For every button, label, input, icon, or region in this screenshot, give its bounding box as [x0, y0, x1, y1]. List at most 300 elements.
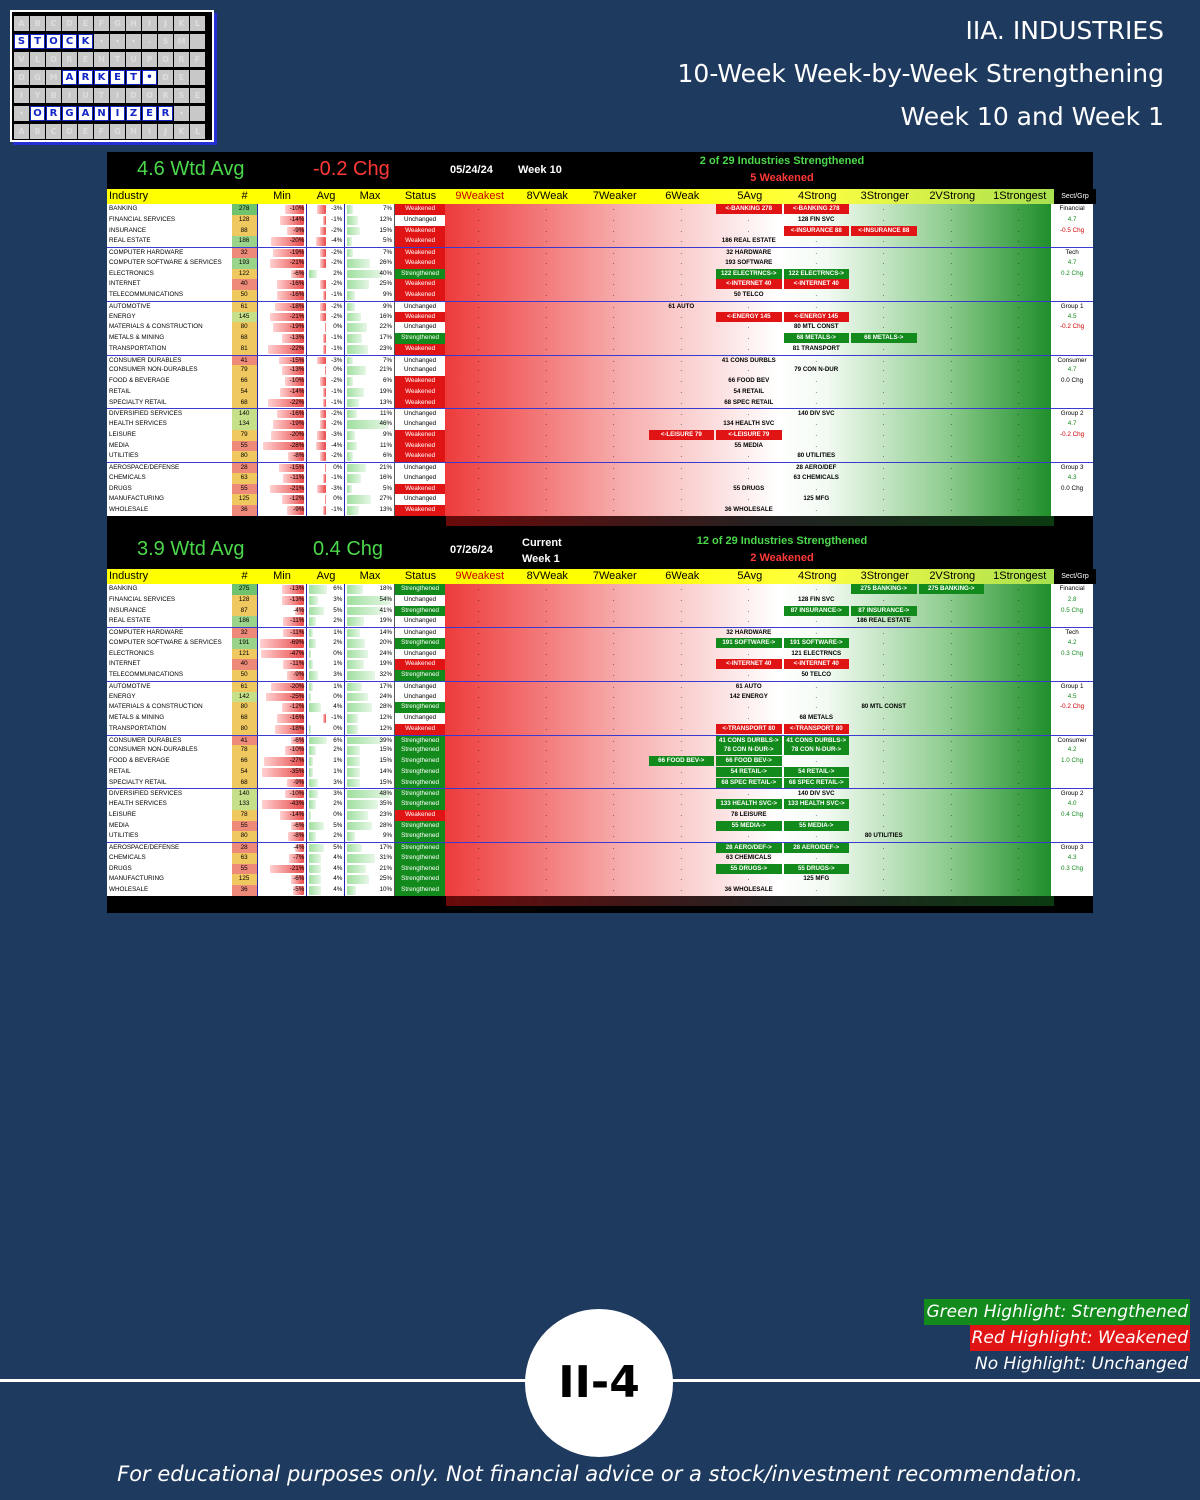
tier-dot: .	[680, 465, 683, 471]
avg-bar	[309, 757, 313, 766]
min-cell	[257, 333, 307, 344]
tier-dot: .	[950, 313, 953, 320]
max-value: 15%	[379, 746, 393, 754]
avg-value: 6%	[333, 585, 343, 592]
tier-dot: .	[477, 639, 480, 646]
sector-cell: 4.2	[1051, 745, 1093, 756]
industry-count: 68	[232, 778, 257, 789]
min-cell	[257, 606, 307, 617]
max-bar	[347, 452, 352, 461]
avg-bar	[325, 464, 326, 472]
status-cell: Strengthened	[394, 269, 445, 280]
tier-dot: .	[612, 865, 615, 872]
tier-dot: .	[882, 238, 885, 245]
tier-dot: .	[950, 618, 953, 625]
max-value: 24%	[379, 649, 393, 657]
tier-dot: .	[1017, 238, 1020, 245]
avg-bar	[317, 205, 326, 214]
min-value: -12%	[289, 495, 305, 503]
min-value: -11%	[290, 660, 305, 668]
tier-tag: 78 LEISURE	[731, 810, 767, 818]
table-row	[107, 398, 1093, 409]
tier-dot: .	[950, 639, 953, 646]
sector-cell: 4.5	[1051, 312, 1093, 323]
tier-dot: .	[680, 227, 683, 234]
tier-header: 6Weak	[665, 570, 700, 582]
tier-tag: 54 RETAIL->	[716, 767, 782, 777]
logo-letter: I	[14, 88, 29, 103]
tier-dot: .	[612, 250, 615, 256]
min-value: -8%	[293, 452, 305, 460]
tier-dot: .	[680, 216, 683, 223]
industry-count: 36	[232, 505, 257, 516]
max-value: 12%	[379, 714, 393, 721]
avg-bar	[309, 737, 327, 745]
avg-value: -3%	[331, 205, 343, 212]
table-row	[107, 649, 1093, 660]
table-row	[107, 853, 1093, 864]
tier-dot: .	[477, 453, 480, 460]
max-value: 26%	[379, 258, 393, 266]
tier-track	[445, 789, 1051, 799]
tier-dot: .	[680, 453, 683, 460]
status-cell: Weakened	[394, 441, 445, 452]
max-cell	[344, 670, 394, 681]
max-bar	[347, 237, 351, 246]
tier-dot: .	[1017, 421, 1020, 427]
tier-dot: .	[747, 367, 750, 374]
table-row	[107, 376, 1093, 387]
tier-dot: .	[612, 607, 615, 614]
industry-count: 128	[232, 215, 257, 226]
max-cell	[344, 702, 394, 713]
status-cell: Strengthened	[394, 745, 445, 756]
max-cell	[344, 616, 394, 627]
tier-tag: 81 TRANSPORT	[792, 344, 840, 352]
tier-dot: .	[882, 388, 885, 395]
tier-dot: .	[680, 238, 683, 245]
tier-dot: .	[477, 586, 480, 592]
tier-dot: .	[950, 630, 953, 636]
tier-dot: .	[1017, 474, 1020, 481]
industry-name: CONSUMER NON-DURABLES	[107, 365, 232, 376]
tier-dot: .	[545, 485, 548, 492]
min-value: -16%	[289, 714, 305, 721]
tier-dot: .	[545, 442, 548, 449]
tier-dot: .	[815, 586, 818, 592]
min-cell	[257, 248, 307, 258]
industry-count: 40	[232, 659, 257, 670]
tier-track	[445, 430, 1051, 441]
tier-dot: .	[545, 216, 548, 223]
max-value: 15%	[379, 226, 393, 234]
tier-dot: .	[882, 303, 885, 310]
title-line-1: IIA. INDUSTRIES	[965, 16, 1164, 45]
tier-dot: .	[477, 507, 480, 513]
tier-dot: .	[680, 845, 683, 851]
tier-dot: .	[477, 431, 480, 438]
max-bar	[347, 768, 359, 777]
max-value: 15%	[379, 778, 393, 786]
status-cell: Strengthened	[394, 756, 445, 767]
tier-dot: .	[747, 465, 750, 471]
min-value: -13%	[289, 585, 305, 592]
tier-dot: .	[612, 845, 615, 851]
table-row	[107, 408, 1093, 419]
tier-track	[445, 606, 1051, 617]
tier-dot: .	[545, 661, 548, 668]
min-value: -10%	[289, 377, 305, 384]
tier-dot: .	[545, 324, 548, 331]
min-value: -9%	[293, 506, 305, 513]
table-row	[107, 885, 1093, 896]
avg-cell	[306, 376, 344, 387]
min-cell	[257, 505, 307, 516]
status-cell: Unchanged	[394, 494, 445, 505]
avg-bar	[320, 280, 326, 289]
tier-dot: .	[612, 693, 615, 700]
tier-track	[445, 376, 1051, 387]
tier-track	[445, 885, 1051, 896]
min-value: -16%	[289, 291, 305, 298]
tier-dot: .	[545, 453, 548, 460]
tier-tag: 55 MEDIA->	[716, 821, 782, 831]
industry-name: MATERIALS & CONSTRUCTION	[107, 702, 232, 713]
tier-dot: .	[477, 725, 480, 732]
tier-dot: .	[882, 811, 885, 818]
tier-dot: .	[545, 227, 548, 234]
logo-letter: S	[158, 34, 173, 49]
tier-dot: .	[950, 270, 953, 277]
avg-cell	[306, 767, 344, 778]
tier-dot: .	[680, 411, 683, 418]
industry-name: TELECOMMUNICATIONS	[107, 290, 232, 301]
tier-dot: .	[747, 474, 750, 481]
tier-track	[445, 638, 1051, 649]
industry-count: 80	[232, 322, 257, 333]
min-value: -69%	[289, 638, 305, 646]
tier-dot: .	[882, 259, 885, 266]
tier-dot: .	[477, 650, 480, 657]
panel-header	[107, 152, 1093, 189]
tier-tag: <-ENERGY 145	[784, 312, 850, 322]
sector-cell	[1051, 821, 1093, 832]
tier-track	[445, 473, 1051, 484]
logo-letter: G	[110, 16, 125, 31]
tier-dot: .	[882, 768, 885, 775]
max-cell	[344, 473, 394, 484]
tier-dot: .	[1017, 378, 1020, 384]
max-cell	[344, 248, 394, 258]
min-cell	[257, 789, 307, 799]
tier-dot: .	[477, 485, 480, 492]
max-value: 25%	[379, 280, 393, 288]
min-value: -9%	[293, 778, 305, 786]
tier-dot: .	[680, 367, 683, 374]
logo-letter: A	[14, 124, 29, 139]
tier-dot: .	[612, 281, 615, 288]
max-cell	[344, 451, 394, 462]
tier-dot: .	[950, 496, 953, 503]
sector-cell: 4.7	[1051, 258, 1093, 269]
logo-letter: J	[158, 124, 173, 139]
tier-dot: .	[747, 345, 750, 352]
tier-tag: 191 SOFTWARE->	[716, 638, 782, 648]
tier-dot: .	[680, 747, 683, 754]
tier-dot: .	[477, 442, 480, 449]
industry-name: DIVERSIFIED SERVICES	[107, 789, 232, 799]
logo-letter: E	[142, 106, 157, 121]
avg-cell	[306, 745, 344, 756]
tier-tag: 55 MEDIA	[734, 441, 764, 449]
avg-bar	[309, 671, 318, 680]
industry-count: 61	[232, 682, 257, 692]
max-bar	[347, 875, 369, 884]
status-cell: Weakened	[394, 290, 445, 301]
avg-cell	[306, 463, 344, 473]
industry-name: CONSUMER DURABLES	[107, 356, 232, 366]
tier-dot: .	[612, 485, 615, 492]
avg-cell	[306, 649, 344, 660]
avg-bar	[309, 875, 321, 884]
industry-count: 145	[232, 312, 257, 323]
tier-dot: .	[950, 442, 953, 449]
tier-dot: .	[882, 324, 885, 331]
max-cell	[344, 322, 394, 333]
status-cell: Weakened	[394, 204, 445, 215]
max-bar	[347, 334, 362, 343]
tier-dot: .	[950, 259, 953, 266]
max-bar	[347, 474, 361, 483]
sector-cell: 0.2 Chg	[1051, 269, 1093, 280]
tier-dot: .	[1017, 485, 1020, 492]
logo-letter: •	[174, 106, 189, 121]
logo-letter: E	[78, 52, 93, 67]
tier-dot: .	[545, 313, 548, 320]
max-bar	[347, 323, 366, 332]
tier-dot: .	[1017, 586, 1020, 592]
table-row	[107, 842, 1093, 853]
tier-dot: .	[477, 313, 480, 320]
max-bar	[347, 811, 367, 820]
tier-tag: 80 UTILITIES	[797, 452, 836, 460]
logo-row	[14, 106, 210, 123]
logo-letter: G	[110, 124, 125, 139]
avg-bar	[309, 639, 316, 648]
tier-dot: .	[1017, 618, 1020, 625]
tier-tag: <-INSURANCE 88	[851, 226, 917, 236]
status-cell: Weakened	[394, 484, 445, 495]
tier-dot: .	[545, 399, 548, 406]
avg-cell	[306, 441, 344, 452]
tier-track	[445, 745, 1051, 756]
tier-dot: .	[680, 607, 683, 614]
min-value: -9%	[293, 671, 305, 678]
avg-bar	[317, 485, 326, 494]
tier-dot: .	[882, 485, 885, 492]
tier-dot: .	[612, 399, 615, 406]
avg-value: -2%	[331, 452, 343, 460]
max-cell	[344, 692, 394, 703]
table-row	[107, 204, 1093, 215]
tier-dot: .	[747, 650, 750, 657]
tier-tag: 275 BANKING->	[851, 584, 917, 594]
strengthened-count: 12 of 29 Industries Strengthened	[696, 535, 868, 547]
tier-dot: .	[477, 672, 480, 678]
tier-dot: .	[612, 683, 615, 690]
tier-dot: .	[680, 876, 683, 883]
tier-tag: <-INTERNET 40	[784, 279, 850, 289]
industry-count: 68	[232, 333, 257, 344]
tier-tag: 78 CON N-DUR->	[716, 745, 782, 755]
max-value: 41%	[379, 606, 393, 614]
avg-bar	[317, 431, 326, 440]
tier-header: 9Weakest	[455, 190, 505, 202]
tier-tag: 66 FOOD BEV	[728, 377, 770, 384]
industry-count: 54	[232, 767, 257, 778]
min-cell	[257, 419, 307, 430]
min-cell	[257, 864, 307, 875]
tier-dot: .	[747, 715, 750, 721]
max-bar	[347, 431, 355, 440]
avg-value: 2%	[333, 832, 343, 840]
tier-tag: 87 INSURANCE->	[784, 606, 850, 616]
logo-letter: O	[46, 34, 61, 49]
table-row	[107, 713, 1093, 724]
sector-cell	[1051, 713, 1093, 724]
tier-dot: .	[950, 431, 953, 438]
tier-track	[445, 864, 1051, 875]
min-cell	[257, 376, 307, 387]
table-row	[107, 290, 1093, 301]
tier-dot: .	[882, 399, 885, 406]
tier-dot: .	[545, 704, 548, 711]
avg-cell	[306, 659, 344, 670]
tier-dot: .	[950, 876, 953, 883]
avg-value: 5%	[333, 606, 343, 614]
tier-tag: 66 FOOD BEV->	[716, 756, 782, 766]
tier-tag: 193 SOFTWARE	[725, 258, 773, 266]
tier-dot: .	[747, 607, 750, 614]
tier-dot: .	[477, 292, 480, 298]
tier-dot: .	[1017, 811, 1020, 818]
logo-letter: R	[174, 52, 189, 67]
tier-track	[445, 409, 1051, 419]
min-value: -15%	[289, 356, 305, 364]
min-cell	[257, 290, 307, 301]
tier-dot: .	[680, 672, 683, 678]
tier-dot: .	[612, 292, 615, 298]
max-bar	[347, 270, 382, 279]
logo-letter: E	[190, 88, 205, 103]
min-value: -18%	[289, 302, 305, 310]
tier-dot: .	[950, 227, 953, 234]
tier-dot: .	[545, 887, 548, 893]
max-cell	[344, 628, 394, 638]
sector-cell: 4.0	[1051, 799, 1093, 810]
min-cell	[257, 312, 307, 323]
tier-track	[445, 290, 1051, 301]
tier-dot: .	[680, 822, 683, 829]
tier-dot: .	[882, 630, 885, 636]
industry-name: COMPUTER SOFTWARE & SERVICES	[107, 638, 232, 649]
logo-letter: R	[46, 106, 61, 121]
tier-dot: .	[882, 758, 885, 764]
tier-track	[445, 302, 1051, 312]
tier-dot: .	[477, 737, 480, 744]
logo-letter: R	[158, 88, 173, 103]
tier-header: 9Weakest	[455, 570, 505, 582]
tier-track	[445, 713, 1051, 724]
table-row	[107, 441, 1093, 452]
tier-tag: 28 AERO/DEF->	[716, 843, 782, 853]
tier-dot: .	[545, 507, 548, 513]
min-value: -21%	[289, 258, 305, 266]
tier-track	[445, 670, 1051, 681]
min-value: -22%	[289, 398, 305, 406]
logo-letter: B	[30, 16, 45, 31]
status-cell: Weakened	[394, 248, 445, 258]
tier-tag: 32 HARDWARE	[726, 629, 772, 636]
tier-tag: 140 DIV SVC	[797, 790, 835, 798]
status-cell: Weakened	[394, 387, 445, 398]
avg-cell	[306, 312, 344, 323]
min-cell	[257, 670, 307, 681]
max-value: 27%	[379, 495, 393, 503]
avg-bar	[325, 495, 326, 504]
avg-value: -2%	[331, 302, 343, 310]
max-bar	[347, 607, 383, 616]
tier-dot: .	[1017, 683, 1020, 690]
tier-dot: .	[477, 887, 480, 893]
tier-dot: .	[680, 630, 683, 636]
avg-cell	[306, 226, 344, 237]
max-bar	[347, 703, 372, 712]
avg-value: -4%	[331, 441, 343, 449]
logo-letter: •	[142, 70, 157, 85]
panel-header	[107, 532, 1093, 569]
tier-headers	[446, 189, 1054, 204]
tier-dot: .	[680, 259, 683, 266]
tier-tag: 55 DRUGS	[733, 484, 765, 492]
sector-cell: -0.2 Chg	[1051, 322, 1093, 333]
avg-cell	[306, 356, 344, 366]
logo	[10, 10, 214, 142]
tier-dot: .	[545, 431, 548, 438]
max-bar	[347, 800, 378, 809]
tier-dot: .	[1017, 357, 1020, 364]
avg-bar	[320, 227, 326, 236]
tier-dot: .	[545, 238, 548, 245]
max-cell	[344, 885, 394, 896]
sector-cell: -0.2 Chg	[1051, 430, 1093, 441]
avg-value: 1%	[333, 682, 343, 690]
tier-track	[445, 853, 1051, 864]
logo-row	[14, 16, 210, 33]
header-min: Min	[273, 190, 291, 202]
industry-count: 40	[232, 279, 257, 290]
tier-dot: .	[680, 378, 683, 384]
max-bar	[347, 854, 374, 863]
status-cell: Weakened	[394, 236, 445, 247]
min-cell	[257, 441, 307, 452]
table-row	[107, 821, 1093, 832]
table-header	[107, 189, 1093, 204]
tier-tag: 61 AUTO	[735, 682, 762, 690]
tier-dot: .	[680, 791, 683, 798]
industry-name: AEROSPACE/DEFENSE	[107, 463, 232, 473]
industry-name: COMPUTER HARDWARE	[107, 248, 232, 258]
